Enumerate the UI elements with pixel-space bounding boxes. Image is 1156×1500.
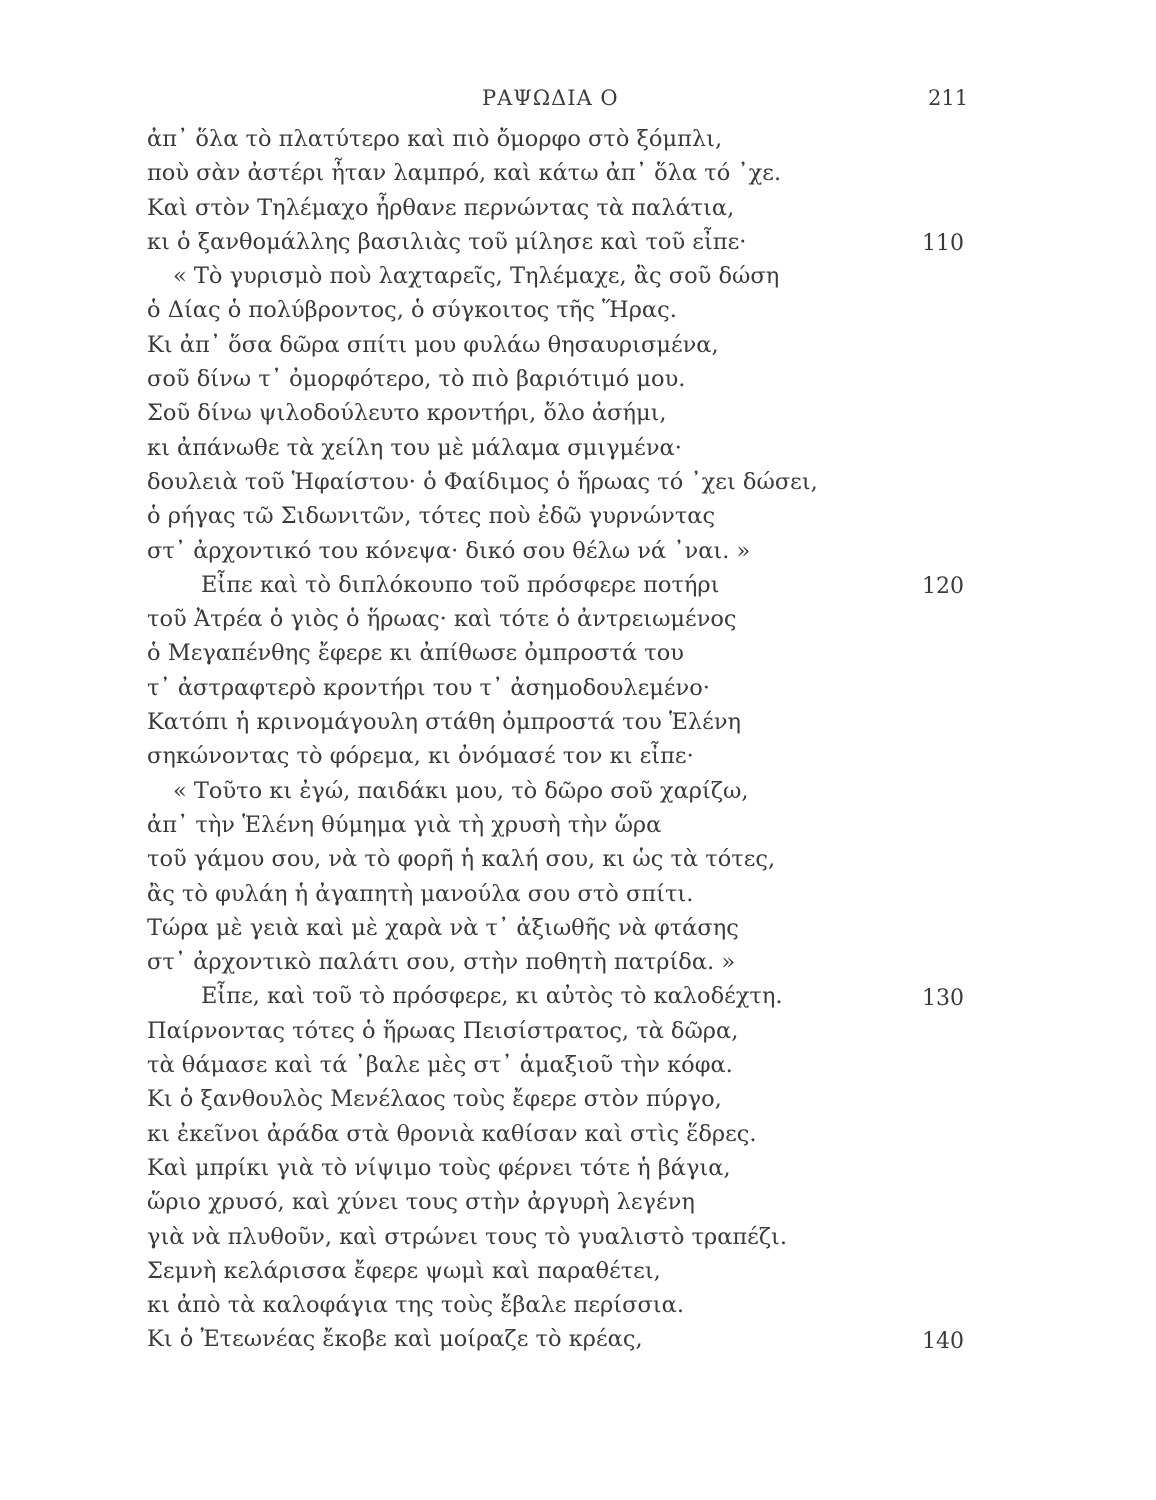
verse-line: κι ἀπάνωθε τὰ χείλη του μὲ μάλαμα σμιγμένα·	[147, 434, 682, 461]
verse-line: τοῦ Ἀτρέα ὁ γιὸς ὁ ἥρωας· καὶ τότε ὁ ἀντρειωμένος	[147, 606, 737, 633]
line-number: 120	[922, 573, 964, 599]
verse-line: κι ἐκεῖνοι ἀράδα στὰ θρονιὰ καθίσαν καὶ στὶς ἕδρες.	[147, 1120, 757, 1147]
verse-line: Σεμνὴ κελάρισσα ἔφερε ψωμὶ καὶ παραθέτει,	[147, 1257, 661, 1284]
line-number: 110	[922, 230, 964, 256]
running-title: ΡΑΨΩΔΙΑ Ο	[482, 86, 619, 110]
verse-line: ἀπ᾿ τὴν Ἑλένη θύμημα γιὰ τὴ χρυσὴ τὴν ὥρα	[147, 811, 662, 838]
line-number: 140	[922, 1328, 964, 1354]
verse-line: ὁ Μεγαπένθης ἔφερε κι ἀπίθωσε ὀμπροστά του	[147, 640, 684, 667]
verse-line: τοῦ γάμου σου, νὰ τὸ φορῆ ἡ καλή σου, κι ὡς τὰ τότες,	[147, 846, 776, 873]
verse-line: « Τὸ γυρισμὸ ποὺ λαχταρεῖς, Τηλέμαχε, ἂς σοῦ δώση	[173, 263, 780, 290]
verse-line: ἀπ᾿ ὅλα τὸ πλατύτερο καὶ πιὸ ὄμορφο στὸ ξόμπλι,	[147, 126, 723, 152]
verse-line: σοῦ δίνω τ᾿ ὀμορφότερο, τὸ πιὸ βαριότιμό μου.	[147, 366, 686, 393]
verse-line: Κι ὁ Ἐτεωνέας ἔκοβε καὶ μοίραζε τὸ κρέας,	[147, 1326, 643, 1353]
poem-text	[147, 122, 907, 1357]
verse-line: Εἶπε καὶ τὸ διπλόκουπο τοῦ πρόσφερε ποτήρι	[201, 571, 720, 598]
page-number: 211	[928, 86, 969, 110]
verse-line: Σοῦ δίνω ψιλοδούλευτο κροντήρι, ὅλο ἀσήμι,	[147, 400, 667, 427]
verse-line: Καὶ μπρίκι γιὰ τὸ νίψιμο τοὺς φέρνει τότε ἡ βάγια,	[147, 1154, 731, 1181]
verse-line: ὥριο χρυσό, καὶ χύνει τους στὴν ἀργυρὴ λεγένη	[147, 1189, 695, 1216]
line-number: 130	[922, 985, 964, 1011]
verse-line: Κι ὁ ξανθουλὸς Μενέλαος τοὺς ἔφερε στὸν πύργο,	[147, 1086, 722, 1113]
verse-line: στ᾿ ἀρχοντικὸ παλάτι σου, στὴν ποθητὴ πατρίδα. »	[147, 949, 736, 976]
verse-line: σηκώνοντας τὸ φόρεμα, κι ὀνόμασέ τον κι εἶπε·	[147, 743, 694, 770]
verse-line: Καὶ στὸν Τηλέμαχο ἦρθανε περνώντας τὰ παλάτια,	[147, 194, 735, 221]
verse-line: Εἶπε, καὶ τοῦ τὸ πρόσφερε, κι αὐτὸς τὸ καλοδέχτη.	[201, 983, 783, 1010]
verse-line: Κι ἀπ᾿ ὅσα δῶρα σπίτι μου φυλάω θησαυρισμένα,	[147, 331, 719, 358]
verse-line: κι ὁ ξανθομάλλης βασιλιὰς τοῦ μίλησε καὶ τοῦ εἶπε·	[147, 228, 747, 255]
verse-line: ὁ Δίας ὁ πολύβροντος, ὁ σύγκοιτος τῆς Ἥρας.	[147, 297, 677, 324]
verse-line: « Τοῦτο κι ἐγώ, παιδάκι μου, τὸ δῶρο σοῦ χαρίζω,	[173, 777, 749, 804]
verse-line: ἂς τὸ φυλάη ἡ ἀγαπητὴ μανούλα σου στὸ σπίτι.	[147, 880, 694, 907]
verse-line: τ᾿ ἀστραφτερὸ κροντήρι του τ᾿ ἀσημοδουλεμένο·	[147, 674, 710, 701]
verse-line: ὁ ρήγας τῶ Σιδωνιτῶν, τότες ποὺ ἐδῶ γυρνώντας	[147, 503, 716, 530]
verse-line: στ᾿ ἀρχοντικό του κόνεψα· δικό σου θέλω νά ᾿ναι. »	[147, 537, 751, 564]
verse-line: Παίρνοντας τότες ὁ ἥρωας Πεισίστρατος, τὰ δῶρα,	[147, 1017, 739, 1044]
verse-line: ποὺ σὰν ἀστέρι ἦταν λαμπρό, καὶ κάτω ἀπ᾿ ὅλα τό ᾿χε.	[147, 160, 782, 187]
verse-line: Κατόπι ἡ κρινομάγουλη στάθη ὀμπροστά του Ἑλένη	[147, 709, 741, 736]
verse-line: δουλειὰ τοῦ Ἡφαίστου· ὁ Φαίδιμος ὁ ἥρωας τό ᾿χει δώσει,	[147, 468, 818, 495]
verse-line: τὰ θάμασε καὶ τά ᾿βαλε μὲς στ᾿ ἁμαξιοῦ τὴν κόφα.	[147, 1052, 733, 1079]
verse-line: γιὰ νὰ πλυθοῦν, καὶ στρώνει τους τὸ γυαλιστὸ τραπέζι.	[147, 1223, 787, 1250]
verse-line: κι ἀπὸ τὰ καλοφάγια της τοὺς ἔβαλε περίσσια.	[147, 1292, 684, 1319]
verse-line: Τώρα μὲ γειὰ καὶ μὲ χαρὰ νὰ τ᾿ ἀξιωθῆς νὰ φτάσης	[147, 914, 739, 941]
